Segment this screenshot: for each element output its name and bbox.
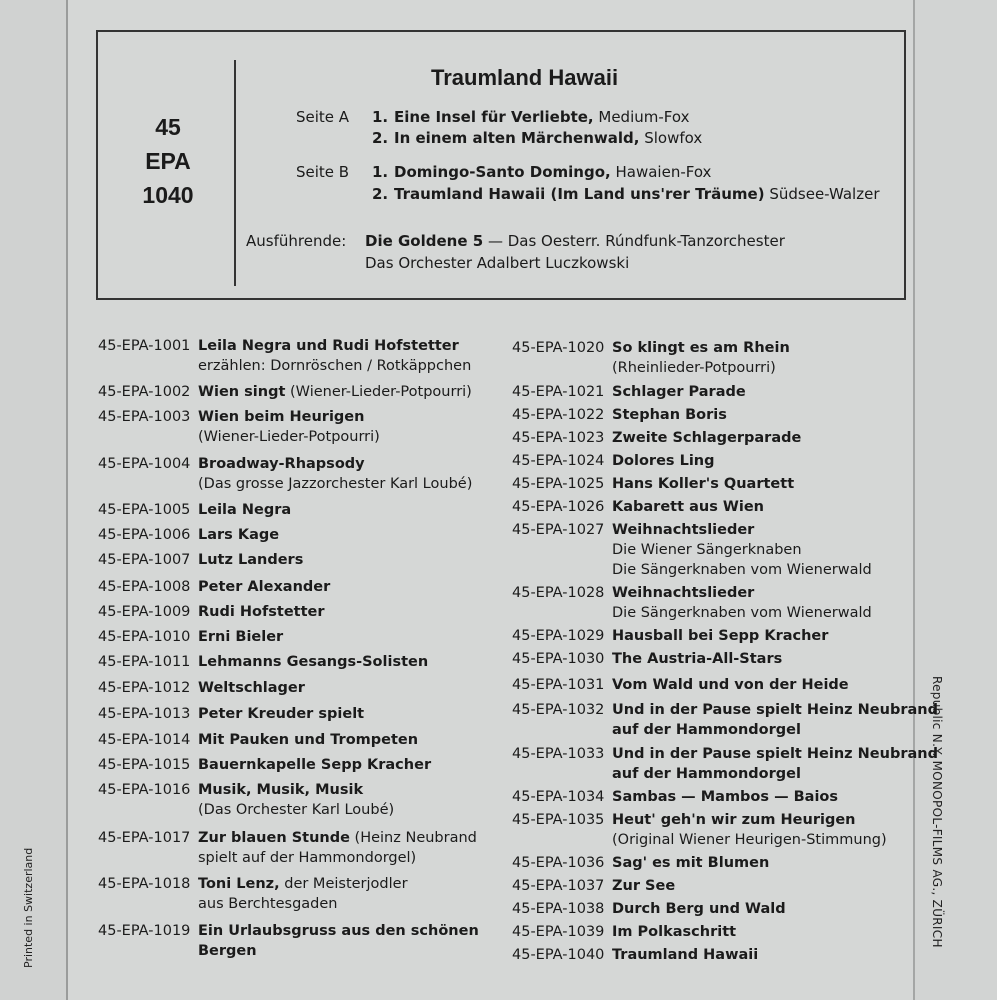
publisher-label: Republic N.Y. MONOPOL-FILMS AG., ZÜRICH — [930, 676, 944, 948]
catalog-number: 45-EPA-1010 — [98, 629, 191, 645]
entry-title: Schlager Parade — [612, 384, 746, 400]
catalog-number: 45-EPA-1031 — [512, 677, 605, 693]
entry-title: Ein Urlaubsgruss aus den schönen — [198, 923, 479, 939]
catalog-entry — [512, 428, 801, 448]
catalog-entry — [98, 755, 431, 775]
catalog-number: 45-EPA-1036 — [512, 855, 605, 871]
catalog-number: 45-EPA-1013 — [98, 706, 191, 722]
entry-subtitle: erzählen: Dornröschen / Rotkäppchen — [198, 358, 472, 374]
catalog-entry — [512, 853, 769, 873]
catalog-entry — [512, 876, 675, 896]
entry-title: Hausball bei Sepp Kracher — [612, 628, 829, 644]
entry-title: Lehmanns Gesangs-Solisten — [198, 654, 429, 670]
catalog-entry — [98, 407, 380, 447]
entry-subtitle: (Das Orchester Karl Loubé) — [198, 802, 395, 818]
entry-title: Wien singt — [198, 384, 286, 400]
entry-note: (Heinz Neubrand — [349, 830, 477, 846]
entry-title: Peter Kreuder spielt — [198, 706, 365, 722]
right-fold-strip — [913, 0, 997, 1000]
vertical-divider — [234, 60, 236, 286]
entry-subtitle: aus Berchtesgaden — [198, 896, 338, 912]
catalog-number: 45-EPA-1035 — [512, 812, 605, 828]
catalog-number: 45-EPA-1029 — [512, 628, 605, 644]
catalog-entry — [512, 520, 872, 580]
entry-title: Vom Wald und von der Heide — [612, 677, 849, 693]
catalog-entry — [98, 336, 471, 376]
track-number: 2. — [372, 185, 389, 203]
entry-title: Heut' geh'n wir zum Heurigen — [612, 812, 856, 828]
entry-title: Weltschlager — [198, 680, 305, 696]
track-title: In einem alten Märchenwald, — [394, 129, 640, 147]
catalog-number: 45-EPA-1019 — [98, 923, 191, 939]
entry-title: Sambas — Mambos — Baios — [612, 789, 839, 805]
catalog-entry — [512, 899, 786, 919]
catalog-number: 45-EPA-1023 — [512, 430, 605, 446]
entry-title: Musik, Musik, Musik — [198, 782, 364, 798]
catalog-number-line: 1040 — [142, 182, 194, 208]
entry-note: der Meisterjodler — [279, 876, 408, 892]
catalog-entry — [512, 405, 727, 425]
entry-title: Zur See — [612, 878, 676, 894]
catalog-number: 45-EPA-1012 — [98, 680, 191, 696]
entry-title: Broadway-Rhapsody — [198, 456, 365, 472]
catalog-entry — [98, 828, 477, 868]
catalog-number: 45-EPA-1008 — [98, 579, 191, 595]
catalog-entry — [512, 744, 938, 784]
catalog-entry — [98, 921, 479, 961]
entry-title: Und in der Pause spielt Heinz Neubrand — [612, 702, 938, 718]
catalog-number: 45-EPA-1017 — [98, 830, 191, 846]
catalog-number-line: EPA — [145, 148, 191, 174]
entry-subtitle: Die Sängerknaben vom Wienerwald — [612, 562, 872, 578]
catalog-number: 45-EPA-1022 — [512, 407, 605, 423]
catalog-entry — [512, 626, 828, 646]
entry-title: Wien beim Heurigen — [198, 409, 365, 425]
catalog-entry — [512, 451, 715, 471]
catalog-number: 45-EPA-1018 — [98, 876, 191, 892]
entry-title: Weihnachtslieder — [612, 522, 755, 538]
catalog-number: 45-EPA-1024 — [512, 453, 605, 469]
catalog-number: 45-EPA-1034 — [512, 789, 605, 805]
catalog-number: 45-EPA-1001 — [98, 338, 191, 354]
printed-in-label: Printed in Switzerland — [22, 847, 35, 968]
record-info-box — [96, 30, 906, 300]
entry-subtitle: (Original Wiener Heurigen-Stimmung) — [612, 832, 887, 848]
catalog-number: 45-EPA-1032 — [512, 702, 605, 718]
side-a-label: Seite A — [296, 108, 350, 126]
catalog-entry — [98, 780, 394, 820]
entry-title: Rudi Hofstetter — [198, 604, 325, 620]
entry-subtitle: Bergen — [198, 943, 257, 959]
catalog-entry — [512, 474, 794, 494]
catalog-number: 45-EPA-1027 — [512, 522, 605, 538]
catalog-entry — [512, 675, 849, 695]
catalog-entry — [512, 382, 746, 402]
entry-title: Leila Negra — [198, 502, 292, 518]
track-title: Domingo-Santo Domingo, — [394, 163, 611, 181]
entry-title: Bauernkapelle Sepp Kracher — [198, 757, 432, 773]
entry-title: Sag' es mit Blumen — [612, 855, 770, 871]
catalog-entry — [98, 730, 418, 750]
catalog-entry — [98, 874, 408, 914]
performers-line-1 — [365, 232, 785, 250]
track-a2 — [372, 129, 702, 147]
catalog-number: 45-EPA-1037 — [512, 878, 605, 894]
catalog-number: 45-EPA-1009 — [98, 604, 191, 620]
catalog-number: 45-EPA-1006 — [98, 527, 191, 543]
entry-title: Mit Pauken und Trompeten — [198, 732, 419, 748]
entry-title: Zweite Schlagerparade — [612, 430, 802, 446]
catalog-number: 45-EPA-1014 — [98, 732, 191, 748]
catalog-entry — [98, 678, 305, 698]
track-a1 — [372, 108, 689, 126]
catalog-number: 45-EPA-1033 — [512, 746, 605, 762]
catalog-number: 45-EPA-1016 — [98, 782, 191, 798]
catalog-entry — [512, 810, 887, 850]
entry-title: Im Polkaschritt — [612, 924, 737, 940]
entry-title: Lars Kage — [198, 527, 280, 543]
catalog-entry — [98, 577, 330, 597]
track-b2 — [372, 185, 880, 203]
entry-title: Kabarett aus Wien — [612, 499, 764, 515]
entry-title: Zur blauen Stunde — [198, 830, 350, 846]
track-title: Traumland Hawaii (Im Land uns'rer Träume) — [394, 185, 765, 203]
entry-title: Weihnachtslieder — [612, 585, 755, 601]
entry-title: Toni Lenz, — [198, 876, 280, 892]
catalog-number: 45-EPA-1021 — [512, 384, 605, 400]
entry-subtitle: (Das grosse Jazzorchester Karl Loubé) — [198, 476, 473, 492]
catalog-entry — [98, 704, 364, 724]
track-b1 — [372, 163, 711, 181]
catalog-entry — [98, 525, 279, 545]
entry-subtitle: (Rheinlieder-Potpourri) — [612, 360, 776, 376]
catalog-entry — [98, 602, 325, 622]
catalog-number: 45-EPA-1015 — [98, 757, 191, 773]
catalog-entry — [98, 627, 283, 647]
entry-note: (Wiener-Lieder-Potpourri) — [285, 384, 472, 400]
catalog-entry — [512, 945, 758, 965]
track-style: Südsee-Walzer — [764, 185, 880, 203]
entry-title: Peter Alexander — [198, 579, 331, 595]
track-number: 1. — [372, 163, 389, 181]
catalog-entry — [512, 649, 782, 669]
catalog-number: 45-EPA-1040 — [512, 947, 605, 963]
track-number: 2. — [372, 129, 389, 147]
catalog-entry — [98, 500, 291, 520]
catalog-number: 45-EPA-1039 — [512, 924, 605, 940]
catalog-number: 45-EPA-1028 — [512, 585, 605, 601]
entry-subtitle: spielt auf der Hammondorgel) — [198, 850, 417, 866]
entry-title: Und in der Pause spielt Heinz Neubrand — [612, 746, 938, 762]
entry-title: Stephan Boris — [612, 407, 727, 423]
catalog-entry — [98, 550, 303, 570]
catalog-number-line: 45 — [155, 114, 181, 140]
catalog-entry — [98, 652, 428, 672]
catalog-number: 45-EPA-1025 — [512, 476, 605, 492]
entry-title: Lutz Landers — [198, 552, 304, 568]
entry-subtitle: auf der Hammondorgel — [612, 766, 801, 782]
entry-title: Hans Koller's Quartett — [612, 476, 795, 492]
track-number: 1. — [372, 108, 389, 126]
catalog-entry — [512, 338, 790, 378]
entry-subtitle: Die Wiener Sängerknaben — [612, 542, 802, 558]
entry-subtitle: (Wiener-Lieder-Potpourri) — [198, 429, 380, 445]
track-title: Eine Insel für Verliebte, — [394, 108, 594, 126]
catalog-entry — [512, 583, 872, 623]
track-style: Hawaien-Fox — [610, 163, 712, 181]
entry-title: So klingt es am Rhein — [612, 340, 790, 356]
catalog-number: 45-EPA-1005 — [98, 502, 191, 518]
catalog-number: 45-EPA-1020 — [512, 340, 605, 356]
entry-title: Dolores Ling — [612, 453, 715, 469]
entry-subtitle: Die Sängerknaben vom Wienerwald — [612, 605, 872, 621]
catalog-number: 45-EPA-1003 — [98, 409, 191, 425]
catalog-number: 45-EPA-1026 — [512, 499, 605, 515]
performers-label: Ausführende: — [246, 232, 347, 250]
entry-title: Traumland Hawaii — [612, 947, 759, 963]
side-b-label: Seite B — [296, 163, 350, 181]
catalog-number: 45-EPA-1038 — [512, 901, 605, 917]
entry-title: The Austria-All-Stars — [612, 651, 783, 667]
catalog-number: 45-EPA-1030 — [512, 651, 605, 667]
performers-line-2: Das Orchester Adalbert Luczkowski — [365, 254, 630, 272]
catalog-entry — [98, 454, 472, 494]
catalog-entry — [512, 787, 838, 807]
catalog-number: 45-EPA-1004 — [98, 456, 191, 472]
catalog-number: 45-EPA-1007 — [98, 552, 191, 568]
entry-title: Leila Negra und Rudi Hofstetter — [198, 338, 459, 354]
entry-subtitle: auf der Hammondorgel — [612, 722, 801, 738]
performers-band: Die Goldene 5 — [365, 232, 484, 250]
album-title: Traumland Hawaii — [431, 65, 619, 90]
catalog-number-block — [98, 110, 238, 212]
catalog-entry — [512, 922, 736, 942]
catalog-number: 45-EPA-1011 — [98, 654, 191, 670]
catalog-entry — [512, 497, 764, 517]
entry-title: Durch Berg und Wald — [612, 901, 786, 917]
entry-title: Erni Bieler — [198, 629, 284, 645]
catalog-entry — [512, 700, 938, 740]
performers-orchestra: — Das Oesterr. Rúndfunk-Tanzorchester — [483, 232, 785, 250]
catalog-number: 45-EPA-1002 — [98, 384, 191, 400]
track-style: Medium-Fox — [593, 108, 690, 126]
track-style: Slowfox — [639, 129, 703, 147]
catalog-entry — [98, 382, 472, 402]
